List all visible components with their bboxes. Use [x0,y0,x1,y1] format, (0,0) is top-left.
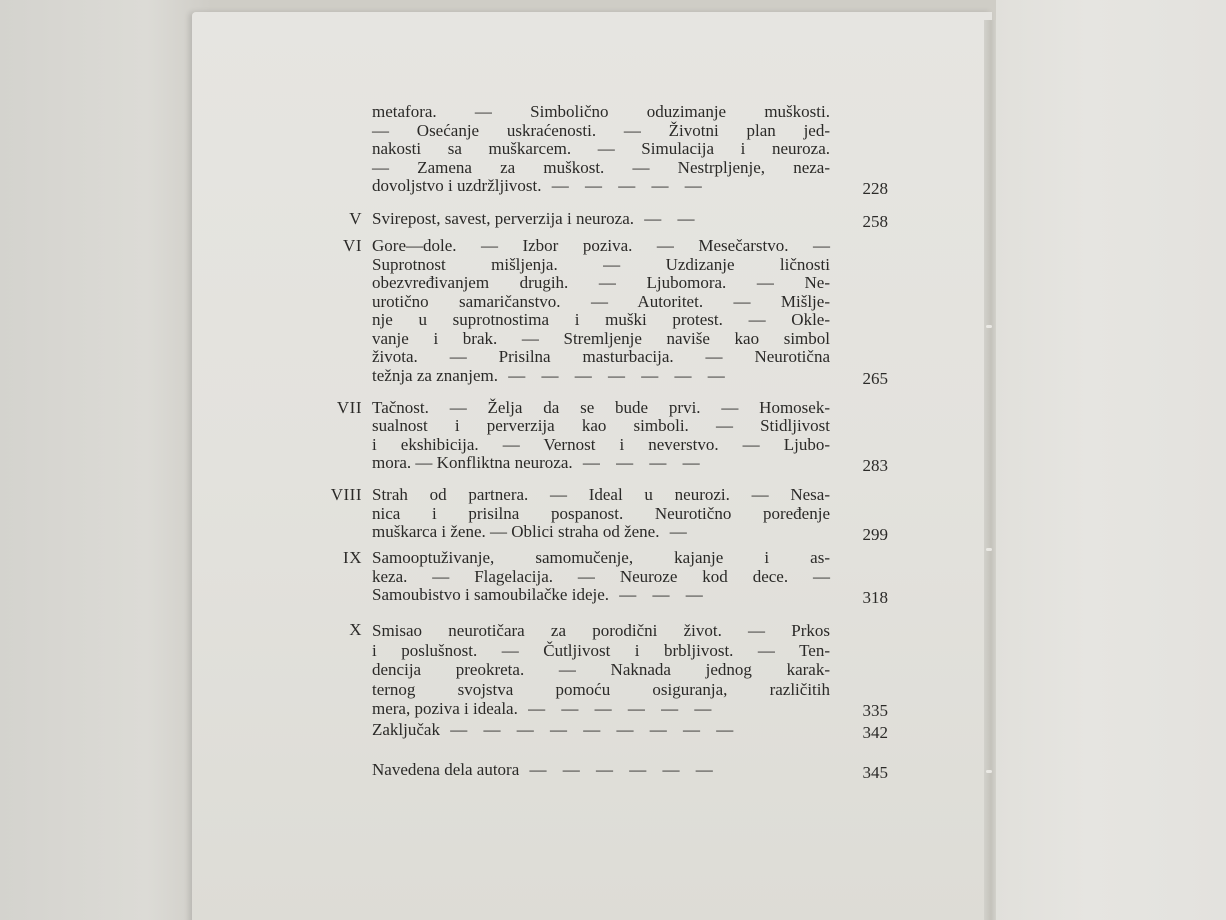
description-line: muškarca i žene. — Oblici straha od žene. — [372,522,693,541]
chapter-description [372,761,830,780]
description-line: i ekshibicija. — Vernost i neverstvo. — Ljubo- [372,434,830,454]
description-line: metafora. — Simbolično oduzimanje muškosti. [372,102,830,121]
description-line: Svirepost, savest, perverzija i neuroza. — — [372,209,701,228]
dot-leader: — — — [609,585,709,604]
description-line: Zaključak — — — — — — — — — [372,720,740,739]
description-line: nakosti sa muškarcem. — Simulacija i neuroza. [372,139,830,159]
description-line: nje u suprotnostima i muški protest. — Okle- [372,310,830,329]
dot-leader: — — [634,209,701,228]
chapter-description [372,210,830,229]
description-line: Samoubistvo i samoubilačke ideje. — — — [372,585,709,604]
chapter-description [372,237,830,385]
dot-leader: — — — — [572,453,706,473]
chapter-description [372,486,830,542]
description-line: — Osećanje uskraćenosti. — Životni plan jed- [372,120,830,140]
dot-leader: — [659,522,693,541]
description-line: mera, poziva i ideala. — — — — — — [372,699,718,718]
description-line: i poslušnost. — Čutljivost i brbljivost. — Ten- [372,640,830,660]
description-line: Navedena dela autora — — — — — — [372,760,719,779]
description-line: dencija preokreta. — Naknada jednog karak- [372,660,830,679]
description-line: keza. — Flagelacija. — Neuroze kod dece. — [372,566,830,586]
description-line: Strah od partnera. — Ideal u neurozi. — Nesa- [372,485,830,504]
page-number: 258 [862,212,888,231]
description-line: Suprotnost mišljenja. — Uzdizanje ličnosti [372,254,830,274]
chapter-numeral: IX [343,548,362,567]
dot-leader: — — — — — — [519,760,719,779]
chapter-numeral: VI [343,236,362,255]
description-line: mora. — Konfliktna neuroza. — — — — [372,453,706,473]
page-number: 299 [862,525,888,544]
chapter-description [372,621,830,719]
chapter-numeral: VIII [330,485,362,504]
description-line: vanje i brak. — Stremljenje naviše kao simbol [372,328,830,348]
page-number: 345 [862,763,888,782]
chapter-description [372,721,830,740]
chapter-description [372,103,830,196]
description-line: nica i prisilna pospanost. Neurotično poređenje [372,503,830,523]
description-line: urotično samaričanstvo. — Autoritet. — Mišlje- [372,291,830,311]
description-line: obezvređivanjem drugih. — Ljubomora. — Ne- [372,273,830,292]
description-line: Gore—dole. — Izbor poziva. — Mesečarstvo. — [372,236,830,255]
description-line: — Zamena za muškost. — Nestrpljenje, neza- [372,157,830,177]
chapter-numeral: V [349,209,362,228]
description-line: Tačnost. — Želja da se bude prvi. — Homosek- [372,398,830,417]
description-line: sualnost i perverzija kao simboli. — Stidljivost [372,416,830,436]
description-line: Samooptuživanje, samomučenje, kajanje i as- [372,548,830,567]
description-line: Smisao neurotičara za porodični život. — Prkos [372,621,830,640]
dot-leader: — — — — — [541,176,708,196]
description-line: ternog svojstva pomoću osiguranja, različitih [372,679,830,699]
dot-leader: — — — — — — — [498,365,731,385]
page-number: 283 [862,456,888,476]
dot-leader: — — — — — — [517,699,718,718]
page-number: 335 [862,701,888,720]
chapter-numeral: VII [336,398,362,417]
page-number: 228 [862,179,888,199]
description-line: života. — Prisilna masturbacija. — Neurotična [372,347,830,366]
description-line: dovoljstvo i uzdržljivost. — — — — — [372,176,708,196]
dot-leader: — — — — — — — — — [439,720,740,739]
chapter-numeral: X [349,620,362,639]
page-number: 342 [862,723,888,742]
page-number: 318 [862,588,888,607]
chapter-description [372,399,830,473]
description-line: težnja za znanjem. — — — — — — — [372,365,731,385]
page-number: 265 [862,368,888,388]
chapter-description [372,549,830,605]
